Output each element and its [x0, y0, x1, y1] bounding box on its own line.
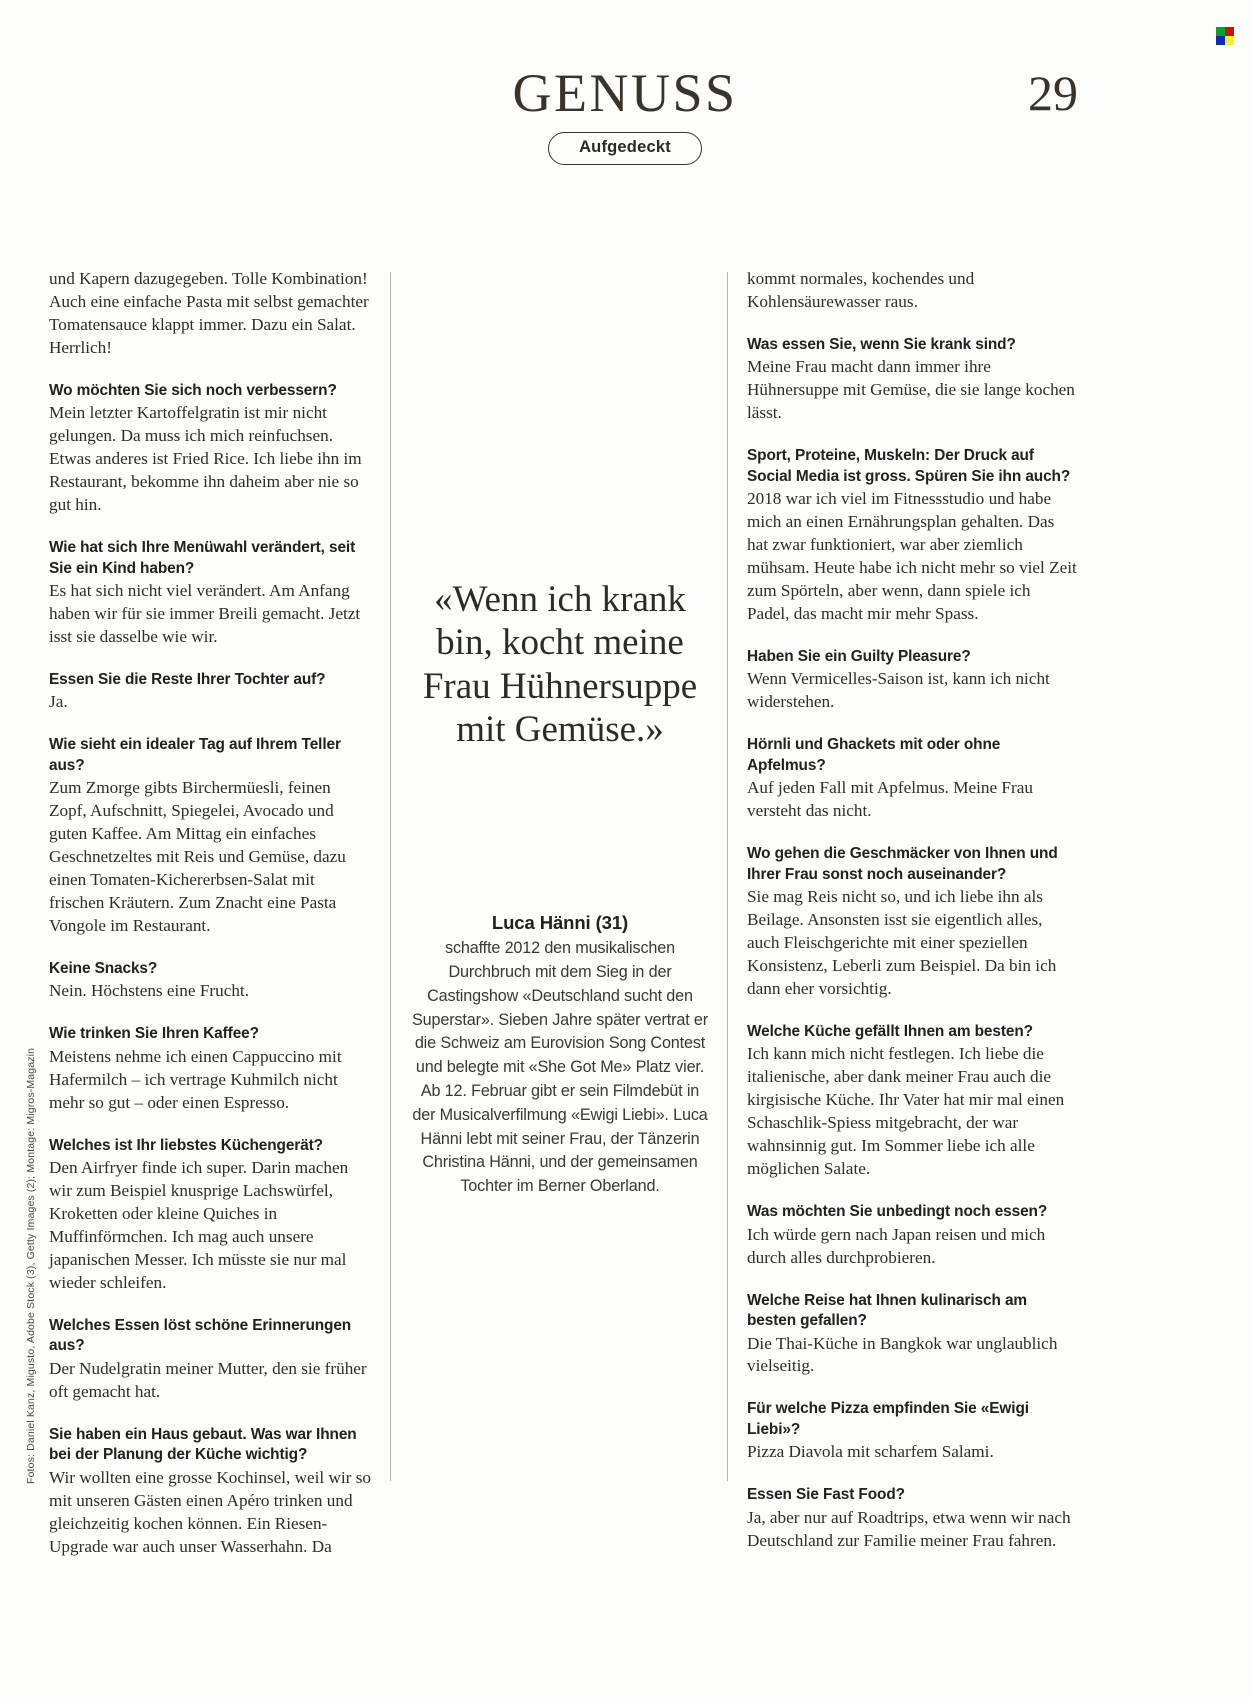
qa-block [747, 735, 1077, 823]
qa-answer: Den Airfryer finde ich super. Darin machen wir zum Beispiel knusprige Lachswürfel, Kroketten oder kleine Quiches in Muffinförmchen. Ich mag auch unsere japanischen Messer. Ich müsste sie nur mal wieder schleifen. [49, 1158, 349, 1292]
left-text-column [49, 268, 372, 1559]
qa-answer: Meine Frau macht dann immer ihre Hühnersuppe mit Gemüse, die sie lange kochen lässt. [747, 357, 1075, 423]
qa-question: Sport, Proteine, Muskeln: Der Druck auf Social Media ist gross. Spüren Sie ihn auch? [747, 447, 1071, 485]
column-divider-left [390, 272, 391, 1481]
qa-question: Welches Essen löst schöne Erinnerungen aus? [49, 1316, 352, 1355]
qa-answer: Meistens nehme ich einen Cappuccino mit Hafermilch – ich vertrage Kuhmilch nicht mehr so gut – oder einen Espresso. [49, 1046, 342, 1112]
qa-block [747, 1291, 1077, 1379]
qa-answer: Mein letzter Kartoffelgratin ist mir nicht gelungen. Da muss ich mich reinfuchsen. Etwas anderes ist Fried Rice. Ich liebe ihn im Restaurant, bekomme ihn daheim aber nie so gut hin. [49, 403, 362, 515]
left-continuation-text: und Kapern dazugegeben. Tolle Kombination! Auch eine einfache Pasta mit selbst gemachter Tomatensauce klappt immer. Dazu ein Salat. Herrlich! [49, 269, 369, 357]
section-kicker-badge: Aufgedeckt [548, 132, 702, 165]
qa-block [747, 335, 1077, 425]
page-number: 29 [1028, 65, 1078, 121]
qa-answer: Ich kann mich nicht festlegen. Ich liebe die italienische, aber dank meiner Frau auch die kirgisische Küche. Ihr Vater hat mir mal einen Schaschlik-Spiess mitgebracht, der war wahnsinnig gut. Im Sommer liebe ich alle möglichen Salate. [747, 1044, 1065, 1179]
qa-question: Was möchten Sie unbedingt noch essen? [747, 1203, 1048, 1221]
qa-block [747, 844, 1077, 1001]
qa-question: Für welche Pizza empfinden Sie «Ewigi Liebi»? [747, 1400, 1029, 1438]
qa-answer: Nein. Höchstens eine Frucht. [49, 981, 249, 1001]
qa-block [747, 1485, 1077, 1552]
qa-answer: Wir wollten eine grosse Kochinsel, weil wir so mit unseren Gästen einen Apéro trinken und gleichzeitig kochen können. Ein Riesen-Upgrade war auch unser Wasserhahn. Da [49, 1467, 371, 1556]
qa-question: Welche Küche gefällt Ihnen am besten? [747, 1022, 1033, 1040]
qa-answer: Die Thai-Küche in Bangkok war unglaublich vielseitig. [747, 1333, 1058, 1376]
page-title: GENUSS [512, 63, 738, 123]
reg-mark-green-swatch [1216, 27, 1225, 36]
qa-block [747, 1399, 1077, 1464]
qa-block [747, 1022, 1077, 1181]
pull-quote: «Wenn ich krank bin, kocht meine Frau Hühnersuppe mit Gemüse.» [422, 579, 698, 750]
qa-answer: Sie mag Reis nicht so, und ich liebe ihn als Beilage. Ansonsten isst sie eigentlich alles, auch Fleischgerichte mit einer speziellen Konsistenz, Leberli zum Beispiel. Da bin ich dann eher vorsichtig. [747, 887, 1057, 998]
photo-credit: Fotos: Daniel Kanz, Migusto, Adobe Stock (3), Getty Images (2); Montage: Migros-Magazin [25, 1047, 37, 1484]
biography-name: Luca Hänni (31) [491, 912, 629, 934]
qa-block [747, 1202, 1077, 1269]
cmyk-registration-mark-icon [1216, 27, 1234, 45]
qa-block [747, 647, 1077, 714]
qa-block [49, 735, 372, 938]
qa-block [49, 959, 372, 1003]
qa-question: Hörnli und Ghackets mit oder ohne Apfelmus? [747, 736, 1001, 774]
qa-block [49, 1425, 372, 1559]
right-text-column [747, 268, 1077, 1553]
qa-block [49, 1024, 372, 1114]
qa-question: Wie trinken Sie Ihren Kaffee? [49, 1025, 259, 1043]
qa-block [747, 446, 1077, 626]
right-continuation-text: kommt normales, kochendes und Kohlensäurewasser raus. [747, 269, 975, 311]
qa-block [49, 1136, 372, 1295]
reg-mark-red-swatch [1225, 27, 1234, 36]
biography-box [410, 911, 710, 1199]
qa-question: Keine Snacks? [49, 959, 158, 977]
qa-block [49, 670, 372, 714]
qa-answer: Der Nudelgratin meiner Mutter, den sie früher oft gemacht hat. [49, 1358, 367, 1401]
qa-question: Wie sieht ein idealer Tag auf Ihrem Teller aus? [49, 736, 341, 774]
qa-question: Welche Reise hat Ihnen kulinarisch am besten gefallen? [747, 1291, 1027, 1330]
qa-answer: Es hat sich nicht viel verändert. Am Anfang haben wir für sie immer Breili gemacht. Jetzt isst sie dasselbe wie wir. [49, 581, 361, 646]
qa-question: Haben Sie ein Guilty Pleasure? [747, 647, 971, 665]
qa-answer: Wenn Vermicelles-Saison ist, kann ich nicht widerstehen. [747, 669, 1050, 712]
reg-mark-yellow-swatch [1225, 36, 1234, 45]
qa-question: Essen Sie die Reste Ihrer Tochter auf? [49, 670, 326, 688]
right-continuation-block [747, 268, 1077, 314]
biography-text: schaffte 2012 den musikalischen Durchbruch mit dem Sieg in der Castingshow «Deutschland sucht den Superstar». Sieben Jahre später vertrat er die Schweiz am Eurovision Song Contest und belegte mit «She Got Me» Platz vier. Ab 12. Februar gibt er sein Filmdebüt in der Musicalverfilmung «Ewigi Liebi». Luca Hänni lebt mit seiner Frau, der Tänzerin Christina Hänni, und der gemeinsamen Tochter im Berner Oberland. [411, 939, 709, 1196]
qa-question: Wo gehen die Geschmäcker von Ihnen und Ihrer Frau sonst noch auseinander? [747, 845, 1058, 883]
qa-block [49, 381, 372, 517]
center-column [410, 268, 710, 1199]
left-continuation-block [49, 268, 372, 360]
column-divider-right [727, 272, 728, 1481]
qa-answer: Ich würde gern nach Japan reisen und mich durch alles durchprobieren. [747, 1224, 1046, 1267]
qa-answer: Ja, aber nur auf Roadtrips, etwa wenn wir nach Deutschland zur Familie meiner Frau fahren. [747, 1507, 1071, 1550]
qa-answer: Ja. [49, 692, 68, 712]
reg-mark-blue-swatch [1216, 36, 1225, 45]
qa-block [49, 538, 372, 649]
qa-question: Sie haben ein Haus gebaut. Was war Ihnen bei der Planung der Küche wichtig? [49, 1425, 357, 1464]
qa-question: Essen Sie Fast Food? [747, 1486, 905, 1504]
qa-question: Wie hat sich Ihre Menüwahl verändert, seit Sie ein Kind haben? [49, 539, 356, 577]
qa-block [49, 1316, 372, 1404]
qa-question: Welches ist Ihr liebstes Küchengerät? [49, 1136, 323, 1154]
qa-answer: Pizza Diavola mit scharfem Salami. [747, 1442, 994, 1462]
qa-answer: Auf jeden Fall mit Apfelmus. Meine Frau versteht das nicht. [747, 778, 1033, 821]
qa-answer: Zum Zmorge gibts Birchermüesli, feinen Zopf, Aufschnitt, Spiegelei, Avocado und guten Kaffee. Am Mittag ein einfaches Geschnetzeltes mit Reis und Gemüse, dazu einen Tomaten-Kichererbsen-Salat mit frischen Kräutern. Zum Znacht eine Pasta Vongole im Restaurant. [49, 778, 346, 936]
qa-question: Wo möchten Sie sich noch verbessern? [49, 381, 337, 399]
qa-question: Was essen Sie, wenn Sie krank sind? [747, 335, 1016, 353]
qa-answer: 2018 war ich viel im Fitnessstudio und habe mich an einen Ernährungsplan gehalten. Das hat zwar funktioniert, war aber ziemlich mühsam. Heute habe ich nicht mehr so viel Zeit zum Spörteln, aber wenn, dann spiele ich Padel, das macht mir mehr Spass. [747, 489, 1077, 623]
